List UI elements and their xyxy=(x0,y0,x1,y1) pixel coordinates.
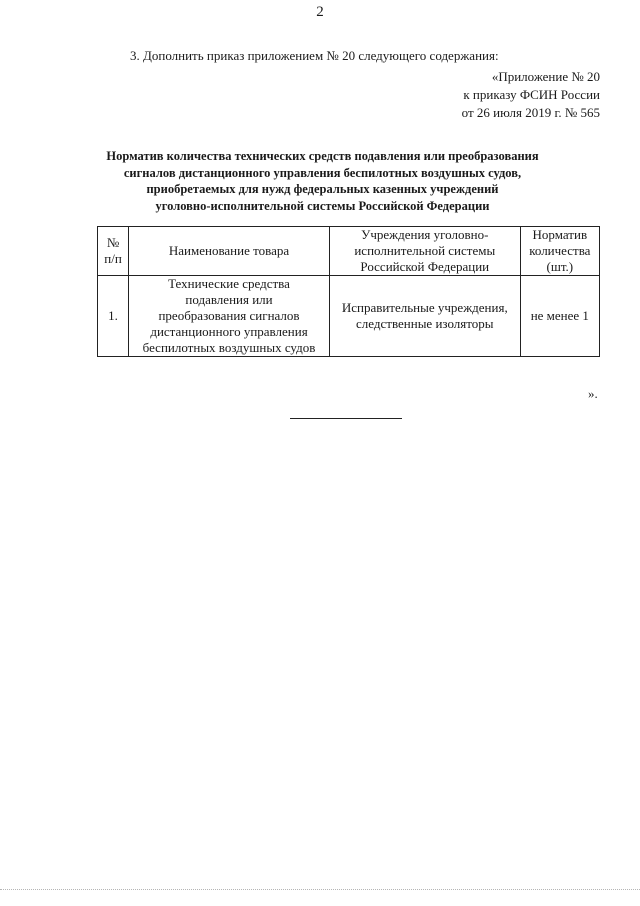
title-line: приобретаемых для нужд федеральных казенных учреждений xyxy=(146,182,499,196)
header-text: Российской Федерации xyxy=(360,259,490,274)
appendix-date-line: от 26 июля 2019 г. № 565 xyxy=(461,105,600,120)
header-text: Наименование товара xyxy=(168,243,290,258)
title-line: сигналов дистанционного управления беспилотных воздушных судов, xyxy=(123,165,522,180)
cell-text: преобразования сигналов xyxy=(158,308,300,323)
quantity-norm-cell: не менее 1 xyxy=(520,276,599,357)
document-title xyxy=(60,148,585,214)
header-text: (шт.) xyxy=(546,259,574,274)
header-text: Учреждения уголовно- xyxy=(361,227,489,242)
appendix-header xyxy=(462,68,600,122)
header-text: Норматив xyxy=(532,227,588,242)
header-number xyxy=(98,227,129,276)
scan-edge-artifact xyxy=(0,889,640,890)
institutions-cell xyxy=(329,276,520,357)
intro-paragraph: 3. Дополнить приказ приложением № 20 следующего содержания: xyxy=(130,48,499,63)
header-quantity-norm xyxy=(520,227,599,276)
cell-text: беспилотных воздушных судов xyxy=(142,340,316,355)
table-row xyxy=(98,276,600,357)
cell-text: Технические средства xyxy=(168,276,290,291)
header-text: № xyxy=(106,235,120,250)
norm-table xyxy=(97,226,600,357)
cell-text: подавления или xyxy=(185,292,273,307)
appendix-order-line: к приказу ФСИН России xyxy=(463,87,600,102)
header-institutions xyxy=(329,227,520,276)
product-name-cell xyxy=(129,276,330,357)
cell-text: следственные изоляторы xyxy=(356,316,494,331)
header-text: исполнительной системы xyxy=(354,243,496,258)
cell-text: дистанционного управления xyxy=(150,324,308,339)
page-number: 2 xyxy=(316,4,324,20)
title-line: Норматив количества технических средств подавления или преобразования xyxy=(106,149,539,163)
appendix-line: «Приложение № 20 xyxy=(491,69,600,84)
title-line: уголовно-исполнительной системы Российской Федерации xyxy=(155,198,490,213)
header-product-name xyxy=(129,227,330,276)
header-text: количества xyxy=(529,243,591,258)
closing-quote: ». xyxy=(588,386,598,401)
cell-text: Исправительные учреждения, xyxy=(341,300,508,315)
separator-line xyxy=(290,418,402,419)
row-number-cell: 1. xyxy=(98,276,129,357)
header-text: п/п xyxy=(104,251,122,266)
table-header-row xyxy=(98,227,600,276)
